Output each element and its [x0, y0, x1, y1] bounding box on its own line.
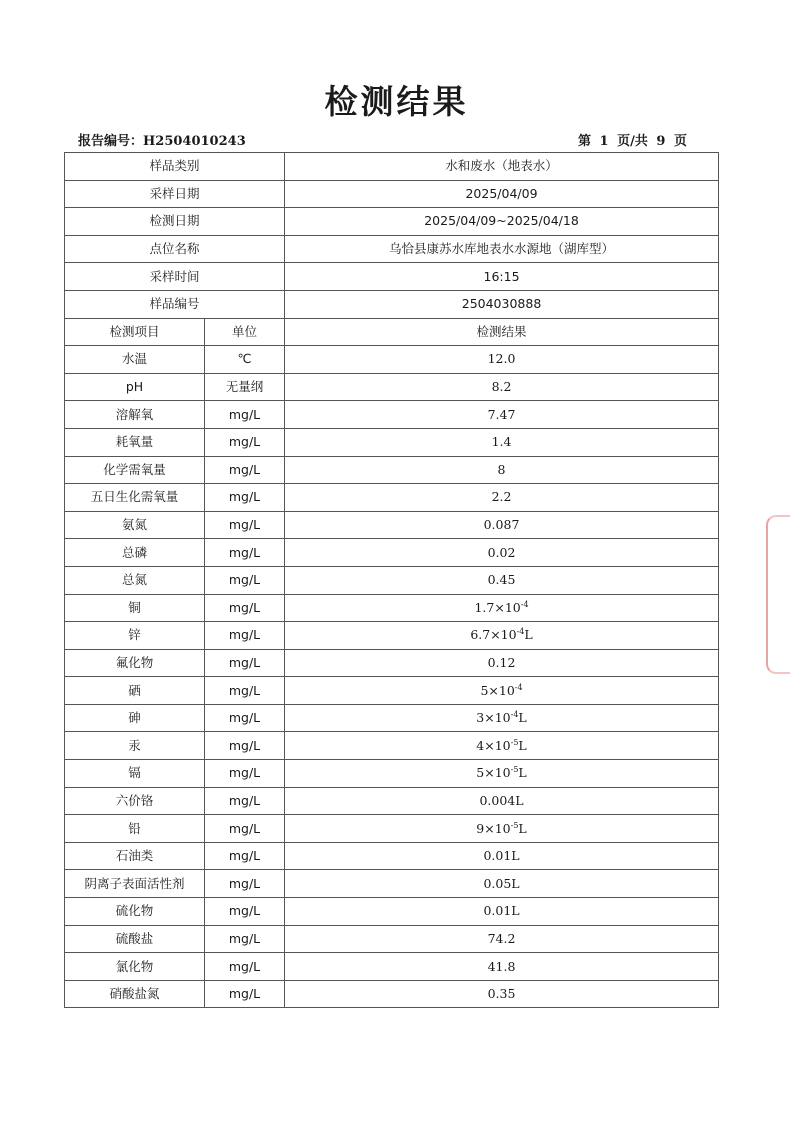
- result-suffix: L: [524, 627, 533, 643]
- unit-cell: mg/L: [205, 842, 285, 870]
- unit-cell: mg/L: [205, 953, 285, 981]
- result-cell: [285, 842, 719, 870]
- result-value: 1.7×10: [474, 599, 521, 615]
- result-value: 8: [497, 461, 506, 477]
- unit-cell: mg/L: [205, 484, 285, 512]
- result-cell: [285, 401, 719, 429]
- result-cell: [285, 704, 719, 732]
- unit-cell: mg/L: [205, 539, 285, 567]
- result-value: 74.2: [487, 930, 516, 946]
- test-item: 溶解氧: [65, 401, 205, 429]
- table-row: [65, 401, 719, 429]
- unit-cell: ℃: [205, 346, 285, 374]
- table-row: [65, 511, 719, 539]
- result-cell: [285, 428, 719, 456]
- table-row: [65, 428, 719, 456]
- test-item: 硫化物: [65, 898, 205, 926]
- table-row: [65, 346, 719, 374]
- unit-cell: mg/L: [205, 401, 285, 429]
- test-item: 镉: [65, 760, 205, 788]
- test-item: 氯化物: [65, 953, 205, 981]
- result-cell: [285, 649, 719, 677]
- table-row: [65, 622, 719, 650]
- unit-cell: mg/L: [205, 677, 285, 705]
- test-item: 锌: [65, 622, 205, 650]
- unit-cell: mg/L: [205, 704, 285, 732]
- test-item: 砷: [65, 704, 205, 732]
- sample-info-label: 采样时间: [65, 263, 285, 291]
- test-item: 铅: [65, 815, 205, 843]
- report-number: 报告编号：H2504010243: [78, 134, 246, 149]
- unit-cell: mg/L: [205, 815, 285, 843]
- table-row: [65, 373, 719, 401]
- result-suffix: L: [518, 710, 527, 726]
- table-row: [65, 842, 719, 870]
- result-value: 0.05L: [483, 875, 520, 891]
- table-row: [65, 787, 719, 815]
- test-item: 硝酸盐氮: [65, 980, 205, 1008]
- result-cell: [285, 760, 719, 788]
- unit-cell: mg/L: [205, 511, 285, 539]
- header-item: 检测项目: [65, 318, 205, 346]
- sample-info-value: 2025/04/09: [285, 180, 719, 208]
- unit-cell: mg/L: [205, 649, 285, 677]
- test-item: 耗氧量: [65, 428, 205, 456]
- test-item: 总磷: [65, 539, 205, 567]
- result-value: 2.2: [491, 489, 512, 505]
- result-value: 8.2: [491, 379, 512, 395]
- result-suffix: L: [518, 737, 527, 753]
- result-cell: [285, 456, 719, 484]
- table-row: [65, 704, 719, 732]
- unit-cell: mg/L: [205, 428, 285, 456]
- sample-info-value: 2504030888: [285, 290, 719, 318]
- table-row: [65, 456, 719, 484]
- sample-info-row: [65, 180, 719, 208]
- result-cell: [285, 732, 719, 760]
- result-value: 0.01L: [483, 848, 520, 864]
- result-value: 9×10: [476, 820, 511, 836]
- result-cell: [285, 346, 719, 374]
- result-exponent: -5: [510, 765, 519, 775]
- sample-info-label: 点位名称: [65, 235, 285, 263]
- sample-info-label: 样品编号: [65, 290, 285, 318]
- result-value: 5×10: [480, 682, 515, 698]
- test-item: 阴离子表面活性剂: [65, 870, 205, 898]
- header-unit: 单位: [205, 318, 285, 346]
- test-item: 水温: [65, 346, 205, 374]
- test-item: 总氮: [65, 566, 205, 594]
- test-item: 氨氮: [65, 511, 205, 539]
- result-value: 41.8: [487, 958, 516, 974]
- test-item: pH: [65, 373, 205, 401]
- result-exponent: -5: [510, 737, 519, 747]
- unit-cell: mg/L: [205, 980, 285, 1008]
- result-value: 0.45: [487, 572, 516, 588]
- unit-cell: mg/L: [205, 732, 285, 760]
- sample-info-value: 水和废水（地表水）: [285, 153, 719, 181]
- sample-info-value: 乌恰县康苏水库地表水水源地（湖库型）: [285, 235, 719, 263]
- result-cell: [285, 511, 719, 539]
- table-row: [65, 953, 719, 981]
- unit-cell: mg/L: [205, 622, 285, 650]
- result-value: 0.12: [487, 654, 516, 670]
- table-row: [65, 677, 719, 705]
- test-item: 硒: [65, 677, 205, 705]
- result-cell: [285, 622, 719, 650]
- table-row: [65, 732, 719, 760]
- result-cell: [285, 925, 719, 953]
- result-exponent: -4: [516, 627, 525, 637]
- sample-info-row: [65, 208, 719, 236]
- unit-cell: mg/L: [205, 898, 285, 926]
- result-cell: [285, 566, 719, 594]
- table-row: [65, 925, 719, 953]
- result-cell: [285, 980, 719, 1008]
- result-value: 0.02: [487, 544, 516, 560]
- result-exponent: -5: [510, 820, 519, 830]
- table-row: [65, 980, 719, 1008]
- result-value: 0.004L: [479, 792, 524, 808]
- result-exponent: -4: [510, 710, 519, 720]
- result-cell: [285, 484, 719, 512]
- sample-info-row: [65, 290, 719, 318]
- result-value: 0.35: [487, 986, 516, 1002]
- page-indicator: 第 1 页/共 9 页: [578, 134, 687, 149]
- sample-info-row: [65, 235, 719, 263]
- table-row: [65, 760, 719, 788]
- result-suffix: L: [518, 765, 527, 781]
- table-row: [65, 566, 719, 594]
- sample-info-row: [65, 153, 719, 181]
- result-exponent: -4: [520, 599, 529, 609]
- result-suffix: L: [518, 820, 527, 836]
- test-item: 汞: [65, 732, 205, 760]
- test-item: 六价铬: [65, 787, 205, 815]
- unit-cell: 无量纲: [205, 373, 285, 401]
- result-value: 4×10: [476, 737, 511, 753]
- sample-info-row: [65, 263, 719, 291]
- test-item: 化学需氧量: [65, 456, 205, 484]
- result-value: 3×10: [476, 710, 511, 726]
- result-cell: [285, 953, 719, 981]
- header-result: 检测结果: [285, 318, 719, 346]
- unit-cell: mg/L: [205, 594, 285, 622]
- results-header-row: [65, 318, 719, 346]
- result-value: 6.7×10: [470, 627, 517, 643]
- result-cell: [285, 870, 719, 898]
- result-cell: [285, 539, 719, 567]
- test-item: 铜: [65, 594, 205, 622]
- sample-info-label: 采样日期: [65, 180, 285, 208]
- result-exponent: -4: [514, 682, 523, 692]
- seal-stamp: [766, 515, 790, 674]
- unit-cell: mg/L: [205, 925, 285, 953]
- sample-info-label: 检测日期: [65, 208, 285, 236]
- page-title: 检测结果: [324, 82, 469, 121]
- sample-info-value: 2025/04/09~2025/04/18: [285, 208, 719, 236]
- unit-cell: mg/L: [205, 870, 285, 898]
- table-row: [65, 484, 719, 512]
- table-row: [65, 539, 719, 567]
- result-value: 12.0: [487, 351, 516, 367]
- result-value: 0.087: [483, 517, 520, 533]
- test-item: 硫酸盐: [65, 925, 205, 953]
- table-row: [65, 870, 719, 898]
- result-cell: [285, 594, 719, 622]
- results-table: [64, 152, 719, 1008]
- result-value: 0.01L: [483, 903, 520, 919]
- result-cell: [285, 815, 719, 843]
- table-row: [65, 815, 719, 843]
- result-value: 7.47: [487, 406, 516, 422]
- sample-info-value: 16:15: [285, 263, 719, 291]
- sample-info-label: 样品类别: [65, 153, 285, 181]
- test-item: 石油类: [65, 842, 205, 870]
- unit-cell: mg/L: [205, 787, 285, 815]
- table-row: [65, 649, 719, 677]
- unit-cell: mg/L: [205, 456, 285, 484]
- unit-cell: mg/L: [205, 760, 285, 788]
- test-item: 氟化物: [65, 649, 205, 677]
- table-row: [65, 898, 719, 926]
- result-cell: [285, 787, 719, 815]
- result-cell: [285, 373, 719, 401]
- result-value: 5×10: [476, 765, 511, 781]
- unit-cell: mg/L: [205, 566, 285, 594]
- table-row: [65, 594, 719, 622]
- result-cell: [285, 898, 719, 926]
- test-item: 五日生化需氧量: [65, 484, 205, 512]
- result-cell: [285, 677, 719, 705]
- result-value: 1.4: [491, 434, 512, 450]
